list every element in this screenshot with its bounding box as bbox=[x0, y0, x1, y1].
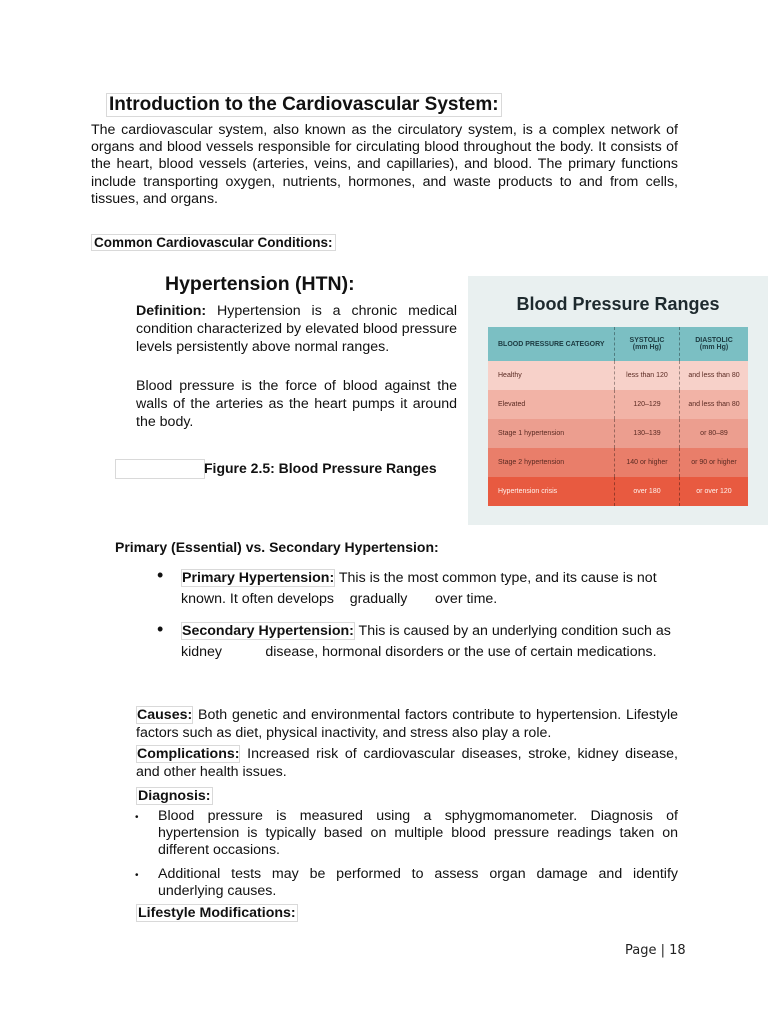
bp-table-header bbox=[488, 327, 748, 361]
primary-htn-label: Primary Hypertension: bbox=[182, 570, 335, 586]
bp-systolic-cell: 120–129 bbox=[615, 390, 680, 419]
bp-category-cell: Hypertension crisis bbox=[498, 488, 558, 495]
bp-diastolic-cell: and less than 80 bbox=[680, 390, 749, 419]
secondary-htn-text: This is caused by an underlying condition such as kidney disease, hormonal disorders or the use of certain medications. bbox=[181, 623, 687, 660]
primary-secondary-heading: Primary (Essential) vs. Secondary Hypertension: bbox=[115, 539, 439, 555]
bullet-primary: • bbox=[157, 565, 164, 585]
secondary-htn-label: Secondary Hypertension: bbox=[182, 623, 354, 639]
bp-definition: Blood pressure is the force of blood against the walls of the arteries as the heart pumps it around the body. bbox=[136, 378, 457, 431]
definition-text: Hypertension is a chronic medical condition characterized by elevated blood pressure levels persistently above normal ranges. bbox=[136, 303, 457, 356]
bp-header-systolic: SYSTOLIC (mm Hg) bbox=[615, 327, 680, 361]
definition-label: Definition: bbox=[136, 303, 207, 319]
bp-category-cell: Stage 2 hypertension bbox=[498, 459, 565, 466]
bp-diastolic-cell: or 80–89 bbox=[680, 419, 749, 448]
bp-category-cell: Elevated bbox=[498, 401, 526, 408]
diagnosis-heading: Diagnosis: bbox=[138, 788, 211, 804]
bp-systolic-cell: over 180 bbox=[615, 477, 680, 506]
bp-systolic-cell: less than 120 bbox=[615, 361, 680, 390]
bp-ranges-table bbox=[488, 327, 748, 506]
htn-definition bbox=[136, 302, 457, 357]
bp-table-row bbox=[488, 361, 748, 390]
bp-table-row bbox=[488, 390, 748, 419]
bp-diastolic-cell: or 90 or higher bbox=[680, 448, 749, 477]
bp-ranges-image bbox=[468, 276, 768, 525]
bp-header-category: BLOOD PRESSURE CATEGORY bbox=[488, 327, 615, 361]
bullet-secondary: • bbox=[157, 619, 164, 639]
diagnosis-item-1: Blood pressure is measured using a sphygmomanometer. Diagnosis of hypertension is typically based on multiple blood pressure readings taken on different occasions. bbox=[158, 808, 678, 858]
diagnosis-item-2: Additional tests may be performed to assess organ damage and identify underlying causes. bbox=[158, 866, 678, 899]
bp-category-cell: Healthy bbox=[498, 372, 522, 379]
causes-text: Both genetic and environmental factors contribute to hypertension. Lifestyle factors such as diet, physical inactivity, and stress also play a role. bbox=[136, 707, 678, 741]
primary-htn-item bbox=[181, 568, 671, 610]
bp-systolic-cell: 140 or higher bbox=[615, 448, 680, 477]
causes-label: Causes: bbox=[137, 707, 193, 723]
complications-label: Complications: bbox=[137, 746, 240, 762]
conditions-heading: Common Cardiovascular Conditions: bbox=[91, 234, 336, 251]
bp-diastolic-cell: and less than 80 bbox=[680, 361, 749, 390]
htn-heading: Hypertension (HTN): bbox=[165, 273, 355, 295]
page-number: Page | 18 bbox=[625, 943, 686, 958]
figure-caption: Figure 2.5: Blood Pressure Ranges bbox=[204, 460, 437, 476]
secondary-htn-item bbox=[181, 621, 687, 663]
causes-paragraph bbox=[136, 707, 678, 743]
page-title: Introduction to the Cardiovascular System: bbox=[106, 93, 502, 117]
bp-table-row bbox=[488, 419, 748, 448]
bp-header-diastolic: DIASTOLIC (mm Hg) bbox=[680, 327, 749, 361]
primary-htn-text: This is the most common type, and its cause is not known. It often develops gradually over time. bbox=[181, 570, 661, 607]
bp-image-title: Blood Pressure Ranges bbox=[516, 294, 720, 314]
bp-table-row bbox=[488, 448, 748, 477]
figure-label-box bbox=[115, 459, 205, 479]
diagnosis-bullet-2: • bbox=[135, 870, 139, 881]
bp-systolic-cell: 130–139 bbox=[615, 419, 680, 448]
diagnosis-bullet-1: • bbox=[135, 812, 139, 823]
intro-paragraph: The cardiovascular system, also known as the circulatory system, is a complex network of organs and blood vessels responsible for circulating blood throughout the body. It consists of the heart, blood vessels (arteries, veins, and capillaries), and blood. The primary functions include transporting oxygen, nutrients, hormones, and waste products to and from cells, tissues, and organs. bbox=[91, 122, 678, 207]
complications-text: Increased risk of cardiovascular diseases, stroke, kidney disease, and other health issues. bbox=[136, 746, 678, 780]
bp-diastolic-cell: or over 120 bbox=[680, 477, 749, 506]
bp-table-row bbox=[488, 477, 748, 506]
complications-paragraph bbox=[136, 746, 678, 782]
lifestyle-heading: Lifestyle Modifications: bbox=[138, 905, 296, 921]
bp-category-cell: Stage 1 hypertension bbox=[498, 430, 565, 437]
